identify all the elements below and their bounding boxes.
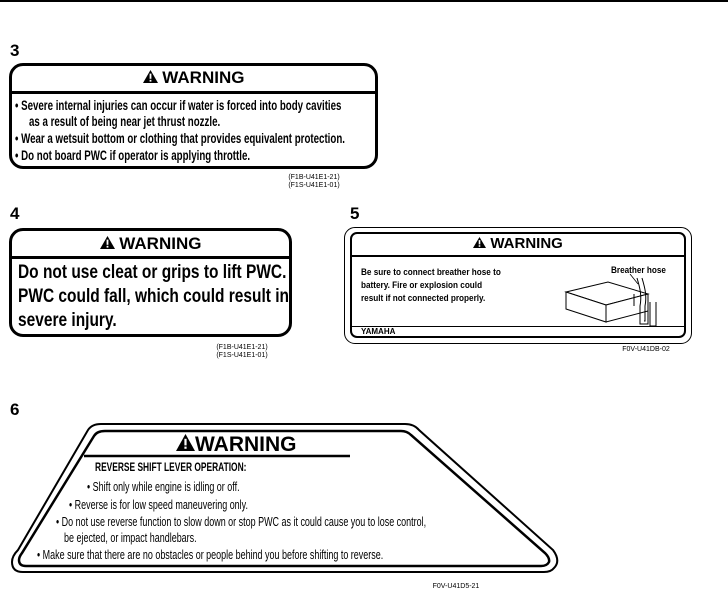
label-5-heading: WARNING <box>352 235 684 253</box>
label-6-bullet: • Make sure that there are no obstacles or people behind you before shifting to reverse. <box>37 547 384 562</box>
label-5-text-line: battery. Fire or explosion could <box>361 280 483 291</box>
label-6-bullet: • Reverse is for low speed maneuvering only. <box>69 497 248 512</box>
label-6-subheading: REVERSE SHIFT LEVER OPERATION: <box>95 462 247 474</box>
label-4-text-line: PWC could fall, which could result in <box>18 286 290 307</box>
label-3-bullet: • Do not board PWC if operator is applying throttle. <box>15 148 251 163</box>
label-6-bullet: • Shift only while engine is idling or off. <box>87 479 240 494</box>
label-6-bullet: • Do not use reverse function to slow down or stop PWC as it could cause you to lose control, <box>56 514 427 529</box>
label-6-heading: WARNING <box>176 433 297 456</box>
label-5-number: 5 <box>350 204 360 223</box>
label-6-number: 6 <box>10 400 20 419</box>
label-4-number: 4 <box>10 204 20 223</box>
label-5-part-code: F0V-U41DB-02 <box>622 346 670 353</box>
breather-hose-label: Breather hose <box>611 265 666 276</box>
label-6-part-code: F0V-U41D5-21 <box>432 583 480 590</box>
label-3-part-code: (F1B-U41E1-21) <box>288 174 340 181</box>
label-4-part-code: (F1B-U41E1-21) <box>216 344 268 351</box>
label-3-bullet: • Severe internal injuries can occur if water is forced into body cavities <box>15 98 342 113</box>
label-3-bullet: • Wear a wetsuit bottom or clothing that provides equivalent protection. <box>15 131 345 146</box>
label-5-text-line: Be sure to connect breather hose to <box>361 267 501 278</box>
label-4-text-line: severe injury. <box>18 310 117 331</box>
label-3-part-code: (F1S-U41E1-01) <box>288 182 340 189</box>
label-3-heading: WARNING <box>12 68 375 88</box>
label-5-text-line: result if not connected properly. <box>361 293 486 304</box>
label-3-bullet-continued: as a result of being near jet thrust nozzle. <box>29 114 221 129</box>
label-6-bullet-continued: be ejected, or impact handlebars. <box>64 530 197 545</box>
label-3-number: 3 <box>10 41 20 60</box>
label-4-heading: WARNING <box>12 234 289 254</box>
label-4-text-line: Do not use cleat or grips to lift PWC. <box>18 262 287 283</box>
yamaha-brand-text: YAMAHA <box>361 327 396 336</box>
warning-triangle-icon <box>176 434 195 451</box>
label-4-part-code: (F1S-U41E1-01) <box>216 352 268 359</box>
